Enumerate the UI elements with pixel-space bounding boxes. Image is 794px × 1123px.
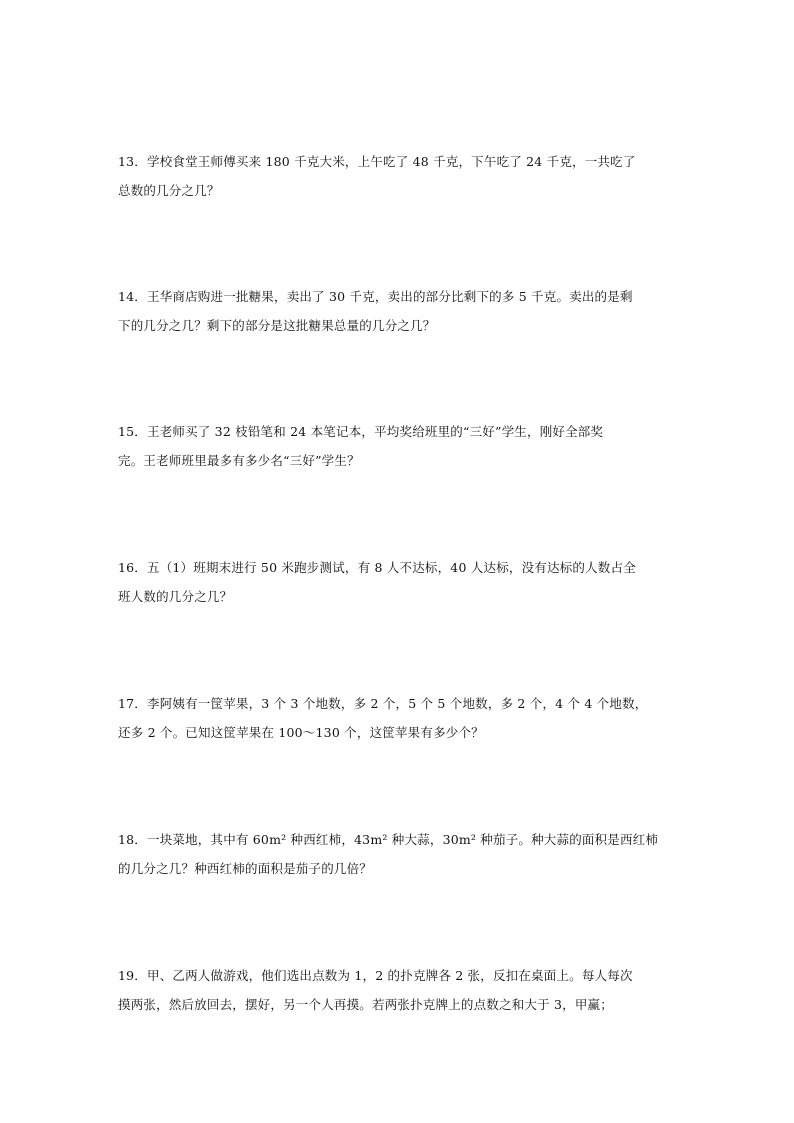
- problem-13-line-2: 总数的几分之几？: [118, 183, 220, 198]
- problem-17-line-2: 还多 2 个。已知这筐苹果在 100～130 个，这筐苹果有多少个？: [118, 725, 484, 740]
- problem-18-line-2: 的几分之几？种西红柿的面积是茄子的几倍？: [118, 861, 373, 876]
- problem-15-line-1: 15．王老师买了 32 枝铅笔和 24 本笔记本，平均奖给班里的“三好”学生，刚好全部奖: [118, 424, 604, 439]
- problem-19-line-2: 摸两张，然后放回去，摆好，另一个人再摸。若两张扑克牌上的点数之和大于 3，甲赢；: [118, 997, 613, 1012]
- problem-16-line-1: 16．五（1）班期末进行 50 米跑步测试，有 8 人不达标，40 人达标，没有达标的人数占全: [118, 560, 636, 575]
- problem-13-line-1: 13．学校食堂王师傅买来 180 千克大米，上午吃了 48 千克，下午吃了 24 千克，一共吃了: [118, 154, 636, 169]
- problem-19-line-1: 19．甲、乙两人做游戏，他们选出点数为 1，2 的扑克牌各 2 张，反扣在桌面上。每人每次: [118, 968, 633, 983]
- problem-16-line-2: 班人数的几分之几？: [118, 589, 233, 604]
- problem-19: [118, 961, 678, 1019]
- problem-17-line-1: 17．李阿姨有一筐苹果，3 个 3 个地数，多 2 个，5 个 5 个地数，多 2 个，4 个 4 个地数，: [118, 696, 648, 711]
- problem-16: [118, 553, 678, 611]
- problem-14-line-2: 下的几分之几？剩下的部分是这批糖果总量的几分之几？: [118, 318, 436, 333]
- problem-17: [118, 689, 678, 747]
- problem-18-line-1: 18．一块菜地，其中有 60m² 种西红柿，43m² 种大蒜，30m² 种茄子。种大蒜的面积是西红柿: [118, 832, 659, 847]
- problem-15-line-2: 完。王老师班里最多有多少名“三好”学生？: [118, 453, 360, 468]
- problem-14: [118, 282, 678, 340]
- problem-13: [118, 147, 678, 205]
- problem-18: [118, 825, 678, 883]
- problem-15: [118, 417, 678, 475]
- problem-14-line-1: 14．王华商店购进一批糖果，卖出了 30 千克，卖出的部分比剩下的多 5 千克。卖出的是剩: [118, 289, 633, 304]
